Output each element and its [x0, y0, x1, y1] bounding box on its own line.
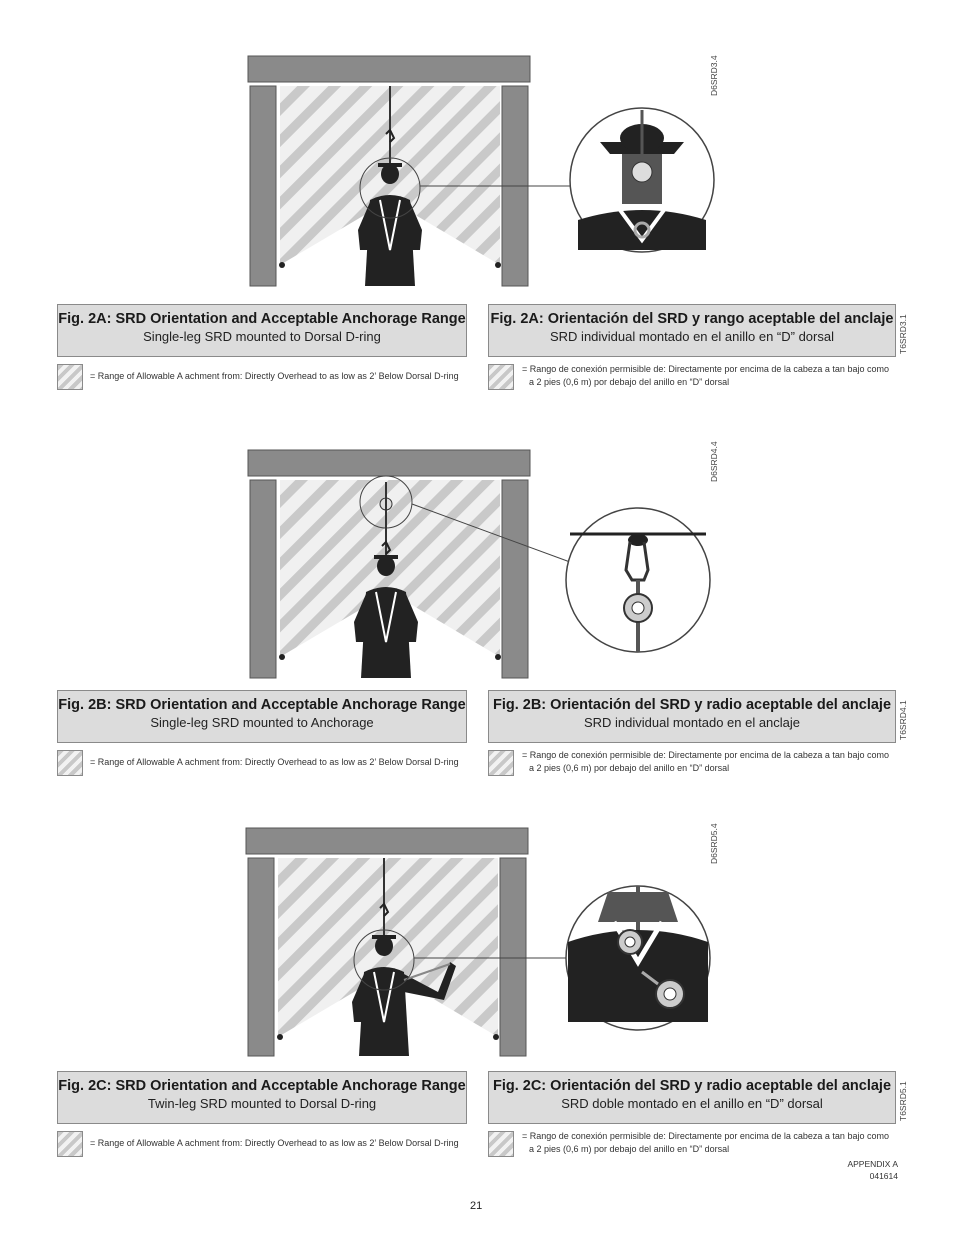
legend-es-2c-line2: a 2 pies (0,6 m) por debajo del anillo en “D” dorsal	[529, 1144, 730, 1154]
hatch-legend-swatch	[57, 1131, 83, 1157]
legend-en-2c: = Range of Allowable A achment from: Directly Overhead to as low as 2’ Below Dorsal D-ring	[90, 1138, 459, 1148]
caption-es-2b	[488, 690, 896, 743]
appendix-label	[800, 1158, 898, 1182]
caption-subtitle: SRD individual montado en el anillo en “D” dorsal	[550, 329, 834, 344]
caption-title: Fig. 2B: Orientación del SRD y radio aceptable del anclaje	[492, 697, 892, 713]
figure-2a-illustration	[240, 50, 730, 290]
caption-subtitle: SRD doble montado en el anillo en “D” dorsal	[561, 1096, 823, 1111]
drawing-code-2c: D6SRD5.4	[709, 823, 719, 864]
caption-en-2b	[57, 690, 467, 743]
caption-title: Fig. 2A: Orientación del SRD y rango aceptable del anclaje	[490, 311, 894, 327]
caption-title: Fig. 2C: SRD Orientation and Acceptable Anchorage Range	[58, 1078, 466, 1094]
legend-es-2b-line2: a 2 pies (0,6 m) por debajo del anillo en “D” dorsal	[529, 763, 730, 773]
caption-subtitle: Single-leg SRD mounted to Dorsal D-ring	[143, 329, 381, 344]
page-number: 21	[470, 1200, 483, 1212]
hatch-legend-swatch	[57, 750, 83, 776]
legend-en-2b: = Range of Allowable A achment from: Directly Overhead to as low as 2’ Below Dorsal D-ring	[90, 757, 459, 767]
hatch-legend-swatch	[488, 1131, 514, 1157]
doc-code: 041614	[869, 1171, 898, 1181]
caption-title: Fig. 2B: SRD Orientation and Acceptable Anchorage Range	[58, 697, 466, 713]
caption-subtitle: Twin-leg SRD mounted to Dorsal D-ring	[147, 1096, 377, 1111]
hatch-legend-swatch	[488, 750, 514, 776]
drawing-code-2a: D6SRD3.4	[709, 55, 719, 96]
hatch-legend-swatch	[488, 364, 514, 390]
drawing-code-2b: D6SRD4.4	[709, 441, 719, 482]
legend-en-2a: = Range of Allowable A achment from: Directly Overhead to as low as 2’ Below Dorsal D-ring	[90, 371, 459, 381]
table-code-2a: T6SRD3.1	[898, 314, 908, 354]
legend-es-2b-line1: = Rango de conexión permisible de: Directamente por encima de la cabeza a tan bajo como	[522, 750, 889, 760]
appendix-text: APPENDIX A	[847, 1159, 898, 1169]
legend-es-2a-line1: = Rango de conexión permisible de: Directamente por encima de la cabeza a tan bajo como	[522, 364, 889, 374]
caption-title: Fig. 2C: Orientación del SRD y radio aceptable del anclaje	[492, 1078, 892, 1094]
caption-subtitle: Single-leg SRD mounted to Anchorage	[150, 715, 374, 730]
figure-2b-illustration	[240, 442, 730, 682]
table-code-2c: T6SRD5.1	[898, 1081, 908, 1121]
caption-en-2c	[57, 1071, 467, 1124]
legend-es-2a-line2: a 2 pies (0,6 m) por debajo del anillo en “D” dorsal	[529, 377, 730, 387]
hatch-legend-swatch	[57, 364, 83, 390]
caption-en-2a	[57, 304, 467, 357]
table-code-2b: T6SRD4.1	[898, 700, 908, 740]
legend-es-2c-line1: = Rango de conexión permisible de: Directamente por encima de la cabeza a tan bajo como	[522, 1131, 889, 1141]
caption-title: Fig. 2A: SRD Orientation and Acceptable Anchorage Range	[58, 311, 466, 327]
caption-es-2c	[488, 1071, 896, 1124]
caption-subtitle: SRD individual montado en el anclaje	[583, 715, 801, 730]
figure-2c-illustration	[238, 822, 730, 1062]
caption-es-2a	[488, 304, 896, 357]
